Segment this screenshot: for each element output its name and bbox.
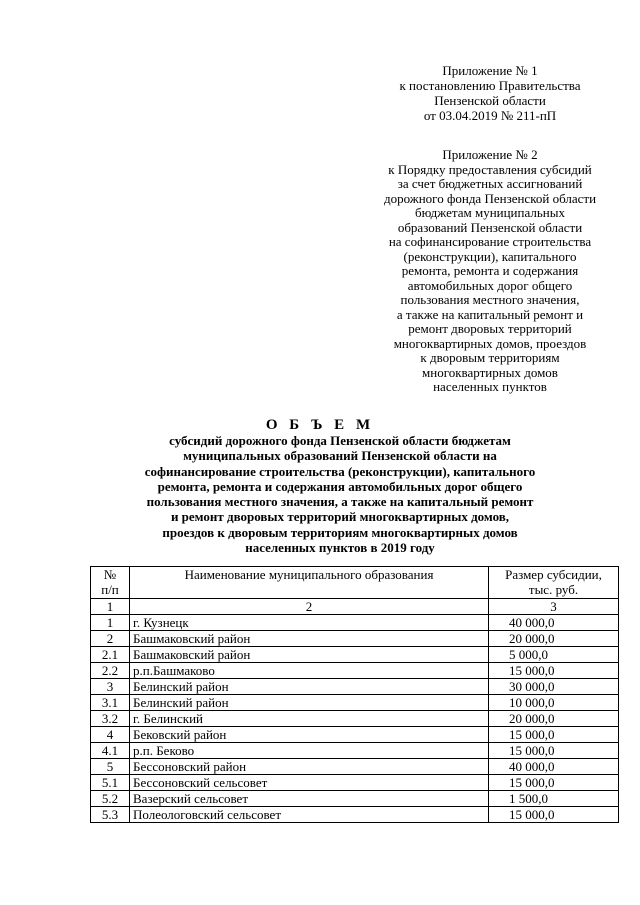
row-number: 4 [91,727,130,743]
row-number: 5 [91,759,130,775]
row-name: Вазерский сельсовет [130,791,489,807]
appendix-2-header [360,148,620,395]
row-number: 4.1 [91,743,130,759]
header-amount-line: Размер субсидии, [505,567,602,582]
table-row [91,727,619,743]
appendix-2-line: образований Пензенской области [397,219,583,235]
column-number: 1 [91,599,130,615]
row-amount: 40 000,0 [489,759,619,775]
appendix-2-line: многоквартирных домов, проездов [393,335,587,351]
header-amount-line: тыс. руб. [528,582,579,597]
row-amount: 30 000,0 [489,679,619,695]
table-row [91,663,619,679]
subtitle-line: пользования местного значения, а также на капитальный ремонт [146,494,534,510]
row-name: Башмаковский район [130,631,489,647]
row-name: г. Белинский [130,711,489,727]
subsidy-table [90,566,619,823]
appendix-1-line: Пензенской области [434,93,546,108]
appendix-2-line: дорожного фонда Пензенской области [383,190,597,206]
row-number: 5.1 [91,775,130,791]
row-name: Бессоновский сельсовет [130,775,489,791]
appendix-2-line: а также на капитальный ремонт и [396,306,584,322]
row-amount: 15 000,0 [489,727,619,743]
table-row [91,759,619,775]
appendix-1-header [360,63,620,123]
row-amount: 15 000,0 [489,663,619,679]
row-number: 2 [91,631,130,647]
appendix-1-line: от 03.04.2019 № 211-пП [423,108,557,123]
table-row [91,775,619,791]
subtitle-line: и ремонт дворовых территорий многоквартирных домов, [170,509,510,525]
table-row [91,679,619,695]
row-name: Башмаковский район [130,647,489,663]
table-row [91,791,619,807]
appendix-2-line: ремонт дворовых территорий [408,321,572,336]
document-title: О Б Ъ Е М [265,417,375,433]
table-row [91,647,619,663]
subtitle-line: субсидий дорожного фонда Пензенской области бюджетам [169,433,511,448]
header-number-line: № [103,567,117,582]
appendix-2-line: бюджетам муниципальных [415,205,565,220]
appendix-1-line: Приложение № 1 [442,63,538,78]
table-body [91,615,619,823]
table-row [91,631,619,647]
table-row [91,615,619,631]
row-amount: 20 000,0 [489,631,619,647]
subtitle-line: муниципальных образований Пензенской области на [183,448,497,464]
header-amount [489,567,619,599]
appendix-2-line: населенных пунктов [433,379,547,394]
row-name: Полеологовский сельсовет [130,807,489,823]
row-number: 3.1 [91,695,130,711]
table-row [91,807,619,823]
appendix-2-line: ремонта, ремонта и содержания [401,263,579,278]
row-amount: 40 000,0 [489,615,619,631]
row-number: 1 [91,615,130,631]
table-row [91,743,619,759]
appendix-1-line: к постановлению Правительства [399,78,581,93]
row-number: 2.2 [91,663,130,679]
appendix-2-line: многоквартирных домов [422,364,558,380]
row-amount: 1 500,0 [489,791,619,807]
table-row [91,695,619,711]
row-amount: 10 000,0 [489,695,619,711]
appendix-2-line: за счет бюджетных ассигнований [397,176,583,191]
table-header-row [91,567,619,599]
row-amount: 15 000,0 [489,743,619,759]
table-row [91,711,619,727]
appendix-2-line: к дворовым территориям [420,350,560,365]
column-number: 2 [130,599,489,615]
row-amount: 15 000,0 [489,775,619,791]
row-name: Бессоновский район [130,759,489,775]
row-number: 5.2 [91,791,130,807]
row-number: 3 [91,679,130,695]
subtitle-line: софинансирование строительства (реконструкции), капитального [144,463,536,479]
row-amount: 15 000,0 [489,807,619,823]
header-number-line: п/п [101,582,119,597]
header-number [91,567,130,599]
row-name: Белинский район [130,679,489,695]
row-number: 2.1 [91,647,130,663]
row-number: 3.2 [91,711,130,727]
column-number-row [91,599,619,615]
subtitle-line: населенных пунктов в 2019 году [245,540,435,556]
header-name: Наименование муниципального образования [130,567,489,599]
subtitle-line: проездов к дворовым территориям многоквартирных домов [162,524,518,540]
row-amount: 20 000,0 [489,711,619,727]
row-name: Белинский район [130,695,489,711]
row-amount: 5 000,0 [489,647,619,663]
row-name: Бековский район [130,727,489,743]
row-name: р.п.Башмаково [130,663,489,679]
row-name: г. Кузнецк [130,615,489,631]
column-number: 3 [489,599,619,615]
subtitle-line: ремонта, ремонта и содержания автомобильных дорог общего [157,478,523,494]
appendix-2-line: (реконструкции), капитального [403,248,577,264]
appendix-2-line: Приложение № 2 [442,147,538,162]
row-name: р.п. Беково [130,743,489,759]
row-number: 5.3 [91,807,130,823]
appendix-2-line: к Порядку предоставления субсидий [388,161,592,177]
appendix-2-line: пользования местного значения, [400,292,580,307]
document-subtitle [130,433,550,555]
appendix-2-line: автомобильных дорог общего [407,277,573,293]
appendix-2-line: на софинансирование строительства [388,234,592,249]
